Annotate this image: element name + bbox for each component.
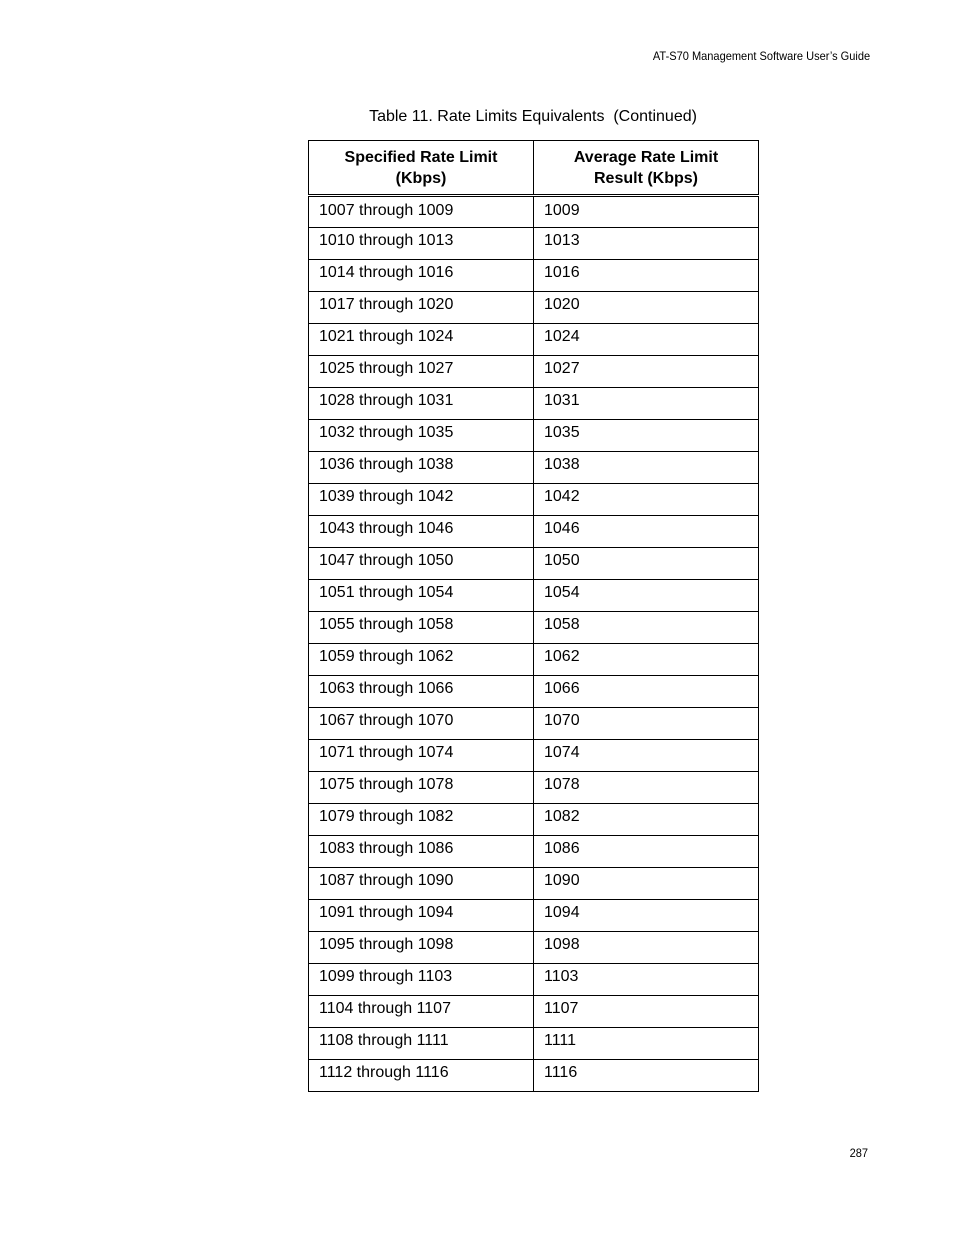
specified-rate-cell: 1087 through 1090 [309, 868, 534, 900]
table-body [309, 196, 759, 1092]
specified-rate-cell: 1036 through 1038 [309, 452, 534, 484]
specified-rate-cell: 1099 through 1103 [309, 964, 534, 996]
table-header-row [309, 141, 759, 196]
average-rate-cell: 1013 [534, 228, 759, 260]
specified-rate-cell: 1083 through 1086 [309, 836, 534, 868]
table-row [309, 484, 759, 516]
average-rate-cell: 1038 [534, 452, 759, 484]
table-row [309, 804, 759, 836]
column-header-line: Average Rate Limit [573, 148, 719, 166]
column-header-average-rate-limit [534, 141, 759, 196]
specified-rate-cell: 1095 through 1098 [309, 932, 534, 964]
table-row [309, 612, 759, 644]
average-rate-cell: 1074 [534, 740, 759, 772]
specified-rate-cell: 1014 through 1016 [309, 260, 534, 292]
average-rate-cell: 1070 [534, 708, 759, 740]
average-rate-cell: 1111 [534, 1028, 759, 1060]
column-header-line: (Kbps) [395, 169, 447, 187]
specified-rate-cell: 1067 through 1070 [309, 708, 534, 740]
table-row [309, 356, 759, 388]
table-row [309, 324, 759, 356]
specified-rate-cell: 1021 through 1024 [309, 324, 534, 356]
specified-rate-cell: 1112 through 1116 [309, 1060, 534, 1092]
table-row [309, 676, 759, 708]
table-row [309, 420, 759, 452]
average-rate-cell: 1078 [534, 772, 759, 804]
running-header: AT-S70 Management Software User’s Guide [652, 49, 870, 63]
column-header-specified-rate-limit [309, 141, 534, 196]
average-rate-cell: 1035 [534, 420, 759, 452]
average-rate-cell: 1058 [534, 612, 759, 644]
table-row [309, 644, 759, 676]
average-rate-cell: 1086 [534, 836, 759, 868]
table-row [309, 292, 759, 324]
specified-rate-cell: 1091 through 1094 [309, 900, 534, 932]
specified-rate-cell: 1051 through 1054 [309, 580, 534, 612]
average-rate-cell: 1027 [534, 356, 759, 388]
specified-rate-cell: 1010 through 1013 [309, 228, 534, 260]
table-row [309, 900, 759, 932]
average-rate-cell: 1054 [534, 580, 759, 612]
table-row [309, 1060, 759, 1092]
table-row [309, 708, 759, 740]
table-caption: Table 11. Rate Limits Equivalents (Continued) [369, 108, 697, 125]
average-rate-cell: 1098 [534, 932, 759, 964]
table-row [309, 516, 759, 548]
table-row [309, 932, 759, 964]
table-row [309, 452, 759, 484]
average-rate-cell: 1042 [534, 484, 759, 516]
table-row [309, 228, 759, 260]
specified-rate-cell: 1025 through 1027 [309, 356, 534, 388]
specified-rate-cell: 1108 through 1111 [309, 1028, 534, 1060]
column-header-line: Specified Rate Limit [344, 148, 498, 166]
specified-rate-cell: 1043 through 1046 [309, 516, 534, 548]
average-rate-cell: 1024 [534, 324, 759, 356]
average-rate-cell: 1107 [534, 996, 759, 1028]
specified-rate-cell: 1017 through 1020 [309, 292, 534, 324]
table-row [309, 868, 759, 900]
table-row [309, 548, 759, 580]
column-header-line: Result (Kbps) [594, 169, 698, 187]
specified-rate-cell: 1047 through 1050 [309, 548, 534, 580]
specified-rate-cell: 1055 through 1058 [309, 612, 534, 644]
table-row [309, 740, 759, 772]
table-row [309, 836, 759, 868]
average-rate-cell: 1103 [534, 964, 759, 996]
table-row [309, 772, 759, 804]
specified-rate-cell: 1079 through 1082 [309, 804, 534, 836]
average-rate-cell: 1020 [534, 292, 759, 324]
average-rate-cell: 1031 [534, 388, 759, 420]
average-rate-cell: 1116 [534, 1060, 759, 1092]
page-number: 287 [849, 1146, 868, 1160]
specified-rate-cell: 1104 through 1107 [309, 996, 534, 1028]
specified-rate-cell: 1028 through 1031 [309, 388, 534, 420]
average-rate-cell: 1046 [534, 516, 759, 548]
table-row [309, 260, 759, 292]
rate-limits-table [308, 140, 759, 1092]
table-row [309, 996, 759, 1028]
table-row [309, 1028, 759, 1060]
specified-rate-cell: 1063 through 1066 [309, 676, 534, 708]
specified-rate-cell: 1075 through 1078 [309, 772, 534, 804]
average-rate-cell: 1050 [534, 548, 759, 580]
table-row [309, 964, 759, 996]
average-rate-cell: 1009 [534, 196, 759, 228]
table-row [309, 580, 759, 612]
specified-rate-cell: 1039 through 1042 [309, 484, 534, 516]
average-rate-cell: 1066 [534, 676, 759, 708]
specified-rate-cell: 1032 through 1035 [309, 420, 534, 452]
table-row [309, 196, 759, 228]
average-rate-cell: 1062 [534, 644, 759, 676]
specified-rate-cell: 1007 through 1009 [309, 196, 534, 228]
average-rate-cell: 1090 [534, 868, 759, 900]
table-row [309, 388, 759, 420]
average-rate-cell: 1082 [534, 804, 759, 836]
specified-rate-cell: 1071 through 1074 [309, 740, 534, 772]
average-rate-cell: 1016 [534, 260, 759, 292]
average-rate-cell: 1094 [534, 900, 759, 932]
specified-rate-cell: 1059 through 1062 [309, 644, 534, 676]
